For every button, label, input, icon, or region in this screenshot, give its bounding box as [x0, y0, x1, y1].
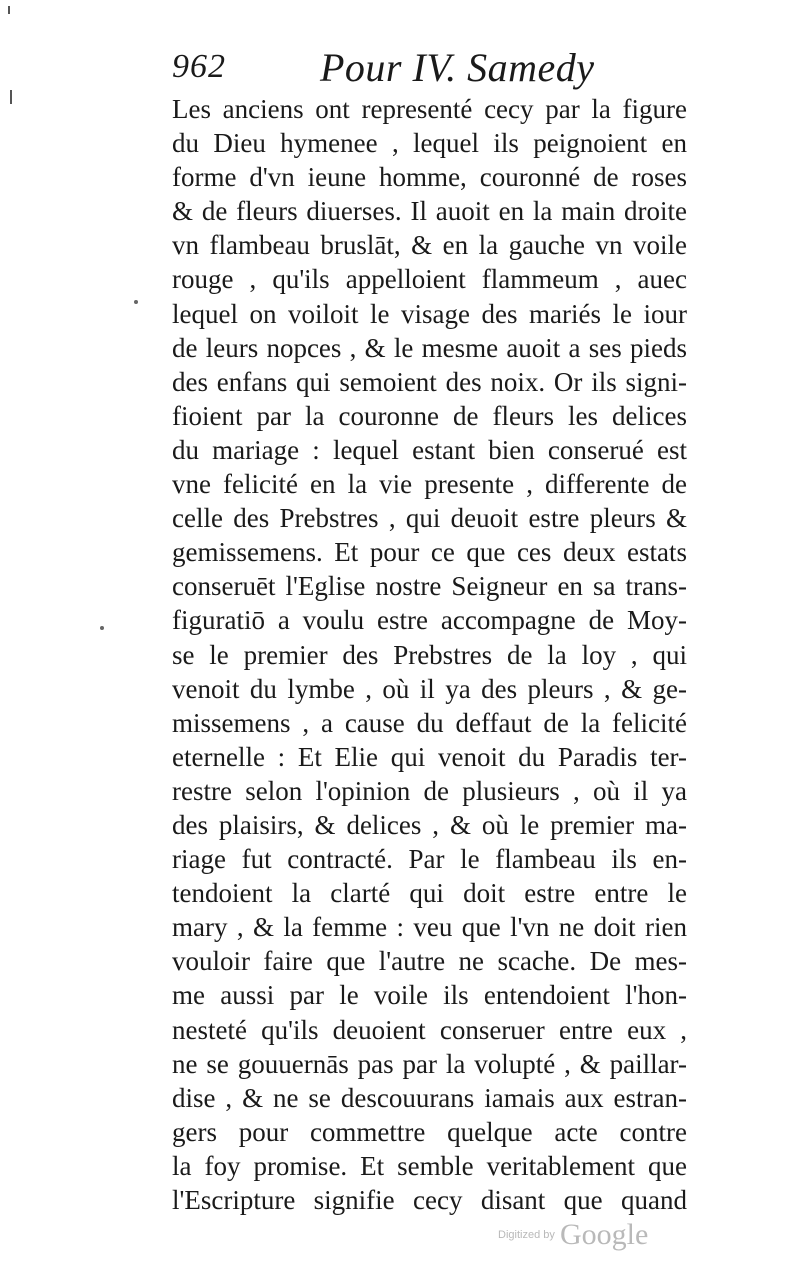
text-line: l'Escripture signifie cecy disant que quand — [172, 1185, 687, 1215]
text-line: rouge , qu'ils appelloient flammeum , auec — [172, 264, 687, 295]
text-line: dise , & ne se descouurans iamais aux estran- — [172, 1082, 687, 1113]
text-line: me aussi par le voile ils entendoient l'hon- — [172, 980, 687, 1011]
text-line: vn flambeau bruslāt, & en la gauche vn voile — [172, 230, 687, 261]
text-line: missemens , a cause du deffaut de la felicité — [172, 707, 687, 738]
margin-speck — [100, 626, 104, 630]
text-line: des enfans qui semoient des noix. Or ils signi- — [172, 366, 687, 397]
text-line: tendoient la clarté qui doit estre entre le — [172, 878, 687, 909]
google-logo: Google — [559, 1218, 649, 1251]
running-title: Pour IV. Samedy — [320, 45, 595, 90]
text-line: lequel on voiloit le visage des mariés le iour — [172, 298, 687, 329]
text-line: restre selon l'opinion de plusieurs , où il ya — [172, 775, 687, 806]
text-line: Les anciens ont representé cecy par la figure — [172, 94, 687, 124]
text-line: & de fleurs diuerses. Il auoit en la main droite — [172, 196, 687, 227]
left-margin-mark — [10, 90, 12, 104]
text-line: fioient par la couronne de fleurs les delices — [172, 400, 687, 431]
body-text — [172, 92, 687, 1217]
left-margin-tick — [8, 6, 10, 14]
margin-speck — [134, 300, 138, 304]
text-line: celle des Prebstres , qui deuoit estre pleurs & — [172, 503, 687, 534]
text-line: la foy promise. Et semble veritablement que — [172, 1150, 687, 1181]
text-line: de leurs nopces , & le mesme auoit a ses pieds — [172, 332, 687, 363]
text-line: gers pour commettre quelque acte contre — [172, 1116, 687, 1147]
watermark-prefix: Digitized by — [498, 1229, 555, 1241]
text-line: du Dieu hymenee , lequel ils peignoient en — [172, 128, 687, 159]
text-line: mary , & la femme : veu que l'vn ne doit rien — [172, 912, 687, 943]
page-number: 962 — [172, 48, 226, 85]
running-head — [172, 44, 692, 94]
digitized-watermark — [498, 1218, 648, 1252]
text-line: nesteté qu'ils deuoient conseruer entre eux , — [172, 1014, 687, 1045]
text-line: gemissemens. Et pour ce que ces deux estats — [172, 537, 687, 568]
text-line: se le premier des Prebstres de la loy , qui — [172, 639, 687, 670]
text-line: vouloir faire que l'autre ne scache. De mes- — [172, 946, 687, 977]
text-line: venoit du lymbe , où il ya des pleurs , & ge- — [172, 673, 687, 704]
text-line: vne felicité en la vie presente , differente de — [172, 469, 687, 500]
text-line: forme d'vn ieune homme, couronné de roses — [172, 162, 687, 193]
text-line: du mariage : lequel estant bien conserué est — [172, 434, 687, 465]
text-line: conseruēt l'Eglise nostre Seigneur en sa trans- — [172, 571, 687, 602]
text-line: riage fut contracté. Par le flambeau ils en- — [172, 844, 687, 875]
text-line: eternelle : Et Elie qui venoit du Paradis ter- — [172, 741, 687, 772]
text-line: des plaisirs, & delices , & où le premier ma- — [172, 809, 687, 840]
text-line: figuratiō a voulu estre accompagne de Moy- — [172, 605, 687, 636]
text-line: ne se gouuernās pas par la volupté , & paillar- — [172, 1048, 687, 1079]
